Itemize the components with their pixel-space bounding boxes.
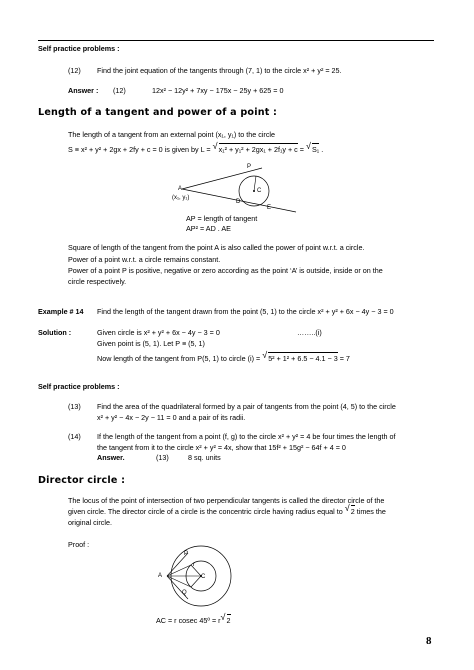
label-p: P xyxy=(184,551,189,557)
solution-label: Solution : xyxy=(38,328,72,337)
section-heading: Length of a tangent and power of a point : xyxy=(38,107,278,118)
example-text: Find the length of the tangent drawn from the point (5, 1) to the circle x² + y² + 6x − 4y − 3 = 0 xyxy=(97,307,394,316)
label-e: E xyxy=(267,205,272,211)
proof-label: Proof : xyxy=(68,540,90,549)
label-p: P xyxy=(247,164,252,170)
problem-number: (14) xyxy=(68,432,81,441)
answer-label: Answer : xyxy=(68,86,99,95)
problem-text: the tangent from it to the circle x² + y² = 4x, show that 15f² + 15g² − 64f + 4 = 0 xyxy=(97,443,346,452)
example-label: Example # 14 xyxy=(38,307,84,316)
label-a: A xyxy=(158,573,163,579)
problem-number: (12) xyxy=(68,66,81,75)
tangent-figure xyxy=(170,160,310,223)
answer-label: Answer. xyxy=(97,453,125,462)
page-number: 8 xyxy=(426,635,432,647)
power-para-3a: Power of a point P is positive, negative or zero according as the point ‘A’ is outside, inside or on the xyxy=(68,266,383,275)
ap-definition: AP = length of tangent xyxy=(186,214,258,223)
section-title: Self practice problems : xyxy=(38,44,120,53)
power-para-3b: circle respectively. xyxy=(68,277,127,286)
problem-number: (13) xyxy=(68,402,81,411)
problem-text: Find the joint equation of the tangents through (7, 1) to the circle x² + y² = 25. xyxy=(97,66,342,75)
problem-text: x² + y² − 4x − 2y − 11 = 0 and a pair of its radii. xyxy=(97,413,246,422)
equation-ref: ……..(i) xyxy=(297,328,322,337)
answer-text: 8 sq. units xyxy=(188,453,221,462)
power-para-2: Power of a point w.r.t. a circle remains constant. xyxy=(68,255,221,264)
label-d: D xyxy=(236,199,241,205)
section-heading: Director circle : xyxy=(38,475,126,486)
label-c: C xyxy=(257,188,262,194)
problem-text: Find the area of the quadrilateral formed by a pair of tangents from the point (4, 5) to the circle xyxy=(97,402,396,411)
section-title: Self practice problems : xyxy=(38,382,120,391)
tangent-intro: The length of a tangent from an external point (x₁, y₁) to the circle xyxy=(68,130,276,139)
label-a: A xyxy=(178,186,183,192)
label-q: Q xyxy=(182,590,187,596)
solution-step-1: Given circle is x² + y² + 6x − 4y − 3 = 0 xyxy=(97,328,220,337)
ac-formula: AC = r cosec 45º = r √ 2 xyxy=(156,612,231,625)
answer-number: (13) xyxy=(156,453,169,462)
tangent-formula: S ≡ x² + y² + 2gx + 2fy + c = 0 is given by L = √ x₁² + y₁² + 2gx₁ + 2f₁y + c = √ S₁ . xyxy=(68,141,324,154)
answer-number: (12) xyxy=(113,86,126,95)
ap-squared: AP² = AD . AE xyxy=(186,224,231,233)
director-para-1: The locus of the point of intersection of two perpendicular tangents is called the director circle of the xyxy=(68,496,385,505)
director-para-3: original circle. xyxy=(68,518,112,527)
power-para-1: Square of length of the tangent from the point A is also called the power of point w.r.t. a circle. xyxy=(68,243,365,252)
top-rule xyxy=(38,40,434,41)
director-para-2: given circle. The director circle of a circle is the concentric circle having radius equal to √ 2 times the xyxy=(68,503,386,516)
label-c: C xyxy=(201,574,206,580)
solution-step-2: Given point is (5, 1). Let P ≡ (5, 1) xyxy=(97,339,205,348)
label-a-coord: (x₁, y₁) xyxy=(172,195,190,201)
problem-text: If the length of the tangent from a point (f, g) to the circle x² + y² = 4 be four times the length of xyxy=(97,432,396,441)
answer-text: 12x² − 12y² + 7xy − 175x − 25y + 625 = 0 xyxy=(152,86,284,95)
label-r: r xyxy=(193,562,195,568)
solution-step-3: Now length of the tangent from P(5, 1) to circle (i) = √ 5² + 1² + 6.5 − 4.1 − 3 = 7 xyxy=(97,350,350,363)
director-circle-figure xyxy=(155,545,235,615)
